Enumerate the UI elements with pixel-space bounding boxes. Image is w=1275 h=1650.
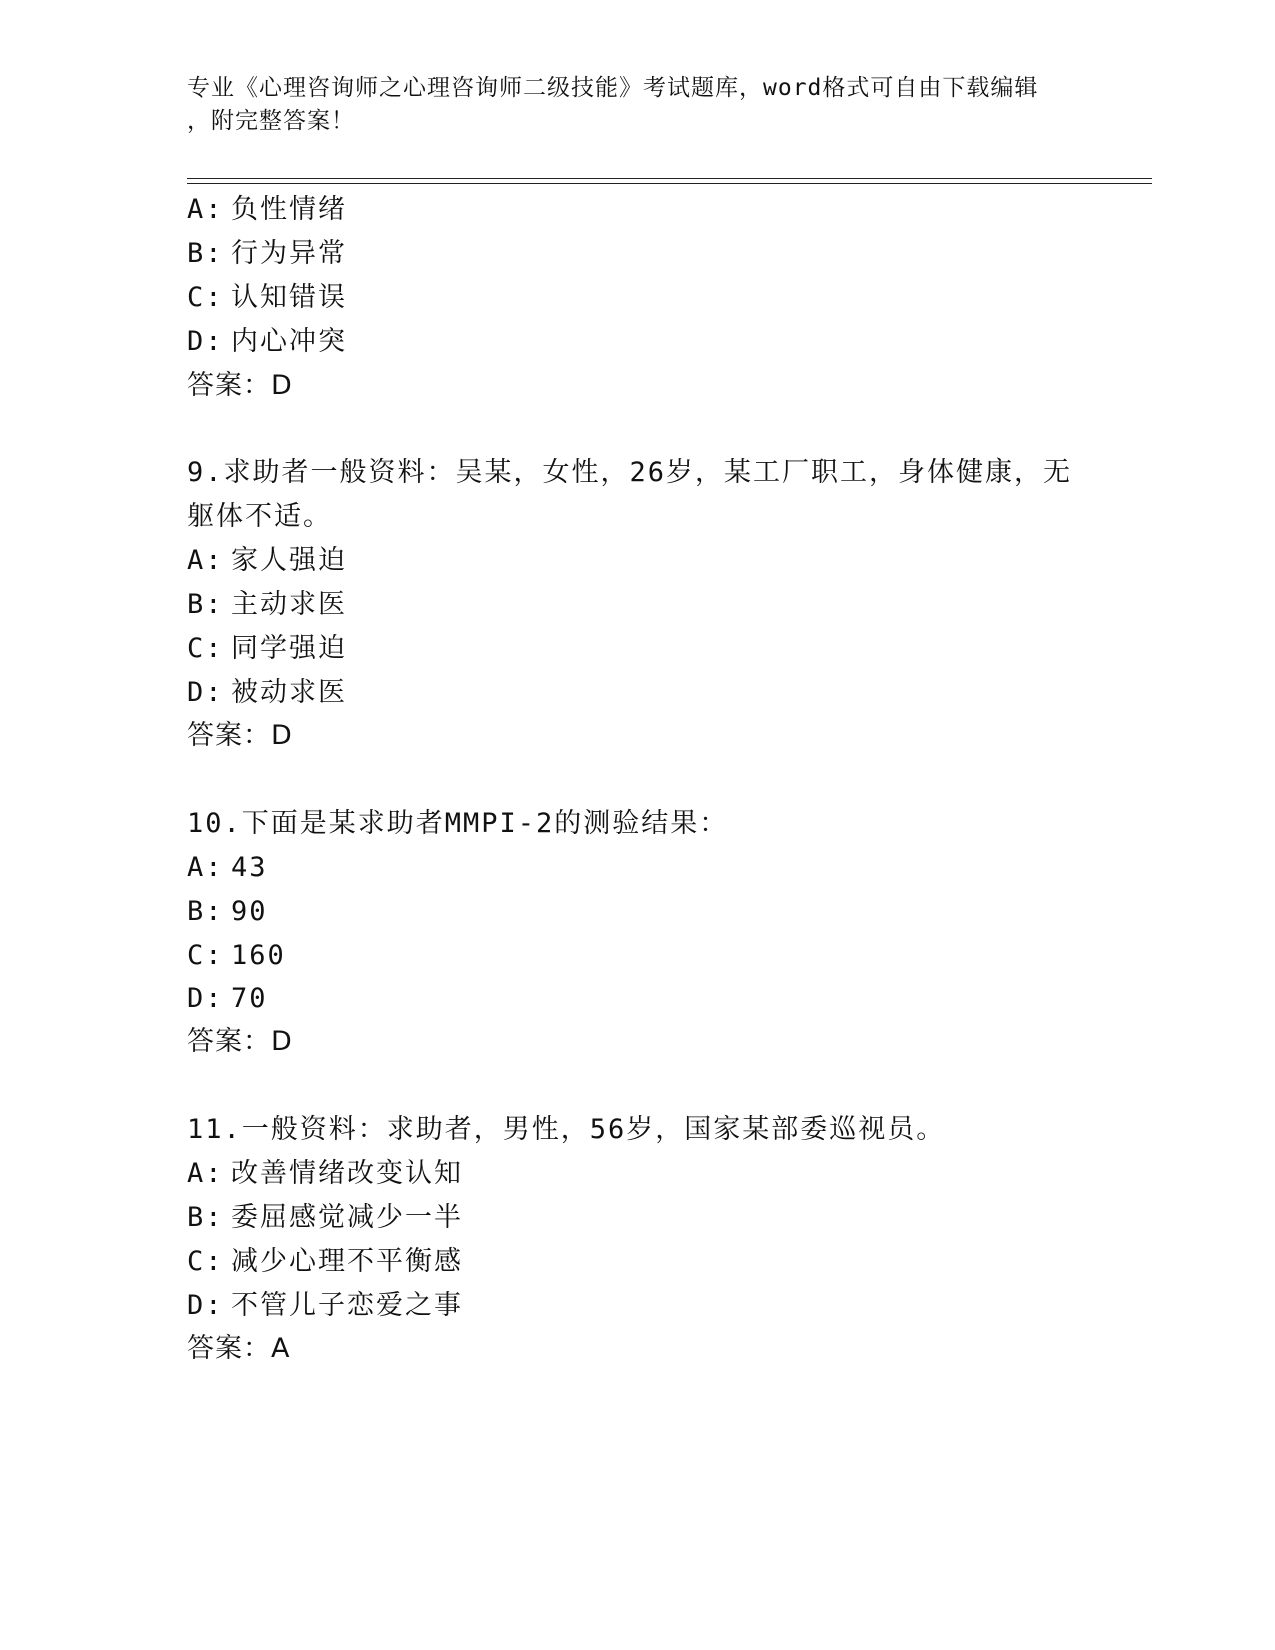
option-a [187,851,268,885]
option-letter: D: [187,1290,224,1321]
option-text: 主动求医 [231,589,347,620]
answer-line: 答案：D [187,370,293,401]
option-text: 家人强迫 [231,545,347,576]
header-rule-bottom [187,183,1152,184]
option-letter: A: [187,194,224,225]
option-text: 同学强迫 [231,633,347,664]
option-b [187,588,347,622]
header-line-2: ，附完整答案！ [187,108,355,134]
option-b [187,895,268,929]
option-c [187,632,347,666]
option-text: 行为异常 [231,238,347,269]
header-rule-top [187,178,1152,179]
option-text: 160 [231,940,286,971]
option-letter: B: [187,589,224,620]
option-b [187,1201,463,1235]
question-9-text-cont: 躯体不适。 [187,501,332,532]
document-header [187,72,1067,138]
option-letter: A: [187,852,224,883]
option-letter: B: [187,896,224,927]
option-d [187,325,347,359]
option-letter: C: [187,633,224,664]
option-c [187,939,286,973]
option-letter: D: [187,983,224,1014]
answer-line: 答案：D [187,1026,293,1057]
option-letter: B: [187,238,224,269]
option-text: 委屈感觉减少一半 [231,1202,463,1233]
option-letter: D: [187,677,224,708]
option-letter: B: [187,1202,224,1233]
option-letter: C: [187,1246,224,1277]
option-text: 减少心理不平衡感 [231,1246,463,1277]
option-text: 被动求医 [231,677,347,708]
question-9-text: 9.求助者一般资料：吴某，女性，26岁，某工厂职工，身体健康，无 [187,457,1073,488]
answer-line: 答案：A [187,1333,291,1364]
question-11-text: 11.一般资料：求助者，男性，56岁，国家某部委巡视员。 [187,1114,946,1145]
option-letter: C: [187,940,224,971]
option-d [187,676,347,710]
option-a [187,544,347,578]
option-text: 43 [231,852,268,883]
option-letter: D: [187,326,224,357]
option-text: 90 [231,896,268,927]
option-text: 认知错误 [231,282,347,313]
option-text: 改善情绪改变认知 [231,1158,463,1189]
answer-line: 答案：D [187,720,293,751]
option-b [187,237,347,271]
option-text: 内心冲突 [231,326,347,357]
header-line-1: 专业《心理咨询师之心理咨询师二级技能》考试题库，word格式可自由下载编辑 [187,75,1039,101]
option-letter: A: [187,545,224,576]
question-10-text: 10.下面是某求助者MMPI-2的测验结果： [187,808,729,839]
option-letter: C: [187,282,224,313]
option-c [187,1245,463,1279]
option-d [187,1289,463,1323]
option-text: 负性情绪 [231,194,347,225]
option-a [187,193,347,227]
option-c [187,281,347,315]
option-text: 不管儿子恋爱之事 [231,1290,463,1321]
option-a [187,1157,463,1191]
option-text: 70 [231,983,268,1014]
option-d [187,982,268,1016]
option-letter: A: [187,1158,224,1189]
